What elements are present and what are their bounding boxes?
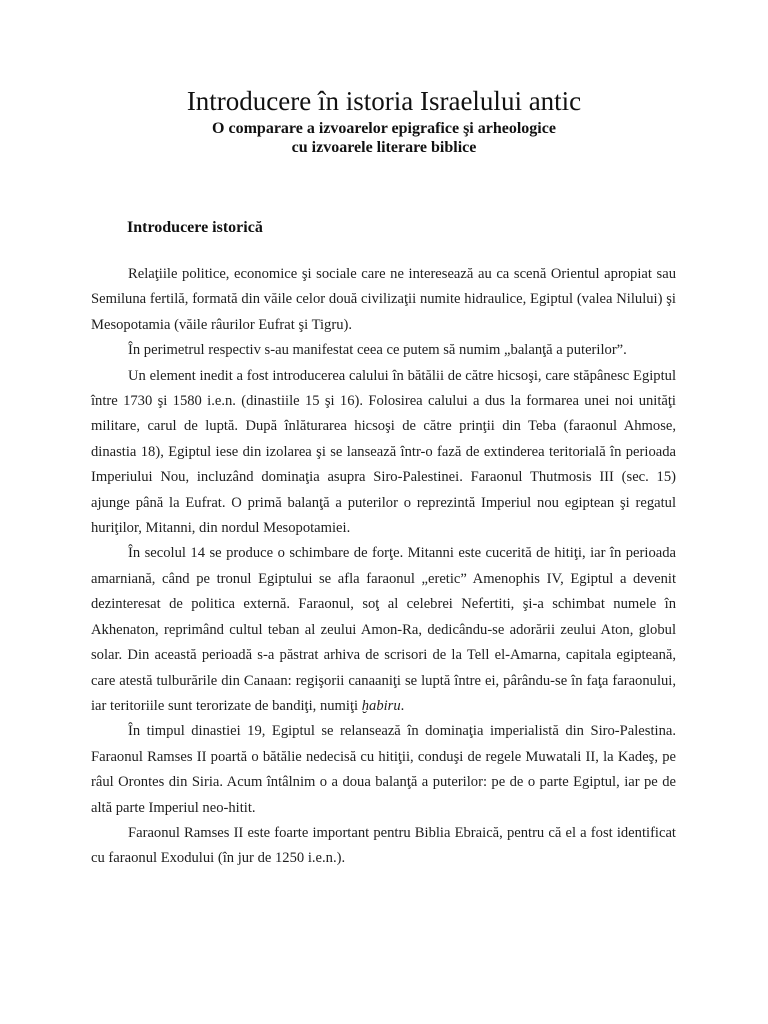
subtitle-line-2: cu izvoarele literare biblice xyxy=(291,139,477,156)
document-title: Introducere în istoria Israelului antic xyxy=(186,86,582,116)
document-subtitle xyxy=(0,119,768,157)
paragraph-text: . xyxy=(400,697,405,714)
italic-term: ḫabiru xyxy=(361,697,401,714)
subtitle-line-1: O comparare a izvoarelor epigrafice şi arheologice xyxy=(212,120,556,137)
paragraph xyxy=(91,541,676,719)
paragraph: În perimetrul respectiv s-au manifestat ceea ce putem să numim „balanţă a puterilor”. xyxy=(128,342,627,359)
paragraph-text: În secolul 14 se produce o schimbare de forţe. Mitanni este cucerită de hitiţi, iar în perioada amarniană, când pe tronul Egiptului se afla faraonul „eretic” Amenophis IV, Egiptul a devenit dezinteresat de politica externă. Faraonul, soţ al celebrei Nefertiti, şi-a schimbat numele în Akhenaton, reprimând cultul teban al zeului Amon-Ra, dedicându-se adorării zeului Aton, globul solar. Din această perioadă s-a păstrat arhiva de scrisori de la Tell el-Amarna, capitala egipteană, care atestă tulburările din Canaan: regişorii canaaniţi se luptă între ei, pârându-se în faţa faraonului, iar teritoriile sunt terorizate de bandiţi, numiţi xyxy=(91,545,676,714)
paragraph: Un element inedit a fost introducerea calului în bătălii de către hicsoşi, care stăpânesc Egiptul între 1730 şi 1580 i.e.n. (dinastiile 15 şi 16). Folosirea calului a dus la formarea unei noi unităţi militare, carul de luptă. După înlăturarea hicsoşi de către prinţii din Teba (faraonul Ahmose, dinastia 18), Egiptul iese din izolarea şi se lansează într-o fază de extinderea teritorială în perioada Imperiului Nou, incluzând dominaţia asupra Siro-Palestinei. Faraonul Thutmosis III (sec. 15) ajunge până la Eufrat. O primă balanţă a puterilor o reprezintă Imperiul nou egiptean şi regatul huriţilor, Mitanni, din nordul Mesopotamiei. xyxy=(91,367,676,537)
body-text xyxy=(91,262,676,872)
paragraph: Faraonul Ramses II este foarte important pentru Biblia Ebraică, pentru că el a fost identificat cu faraonul Exodului (în jur de 1250 i.e.n.). xyxy=(91,824,676,867)
paragraph: În timpul dinastiei 19, Egiptul se relansează în dominaţia imperialistă din Siro-Palestina. Faraonul Ramses II poartă o bătălie nedecisă cu hitiţii, conduşi de regele Muwatali II, la Kadeş, pe râul Orontes din Siria. Acum întâlnim o a doua balanţă a puterilor: pe de o parte Egiptul, iar pe de altă parte Imperiul neo-hitit. xyxy=(91,723,676,816)
section-heading: Introducere istorică xyxy=(127,219,263,236)
paragraph: Relaţiile politice, economice şi sociale care ne interesează au ca scenă Orientul apropiat sau Semiluna fertilă, formată din văile celor două civilizaţii numite hidraulice, Egiptul (valea Nilului) şi Mesopotamia (văile râurilor Eufrat şi Tigru). xyxy=(91,266,676,333)
